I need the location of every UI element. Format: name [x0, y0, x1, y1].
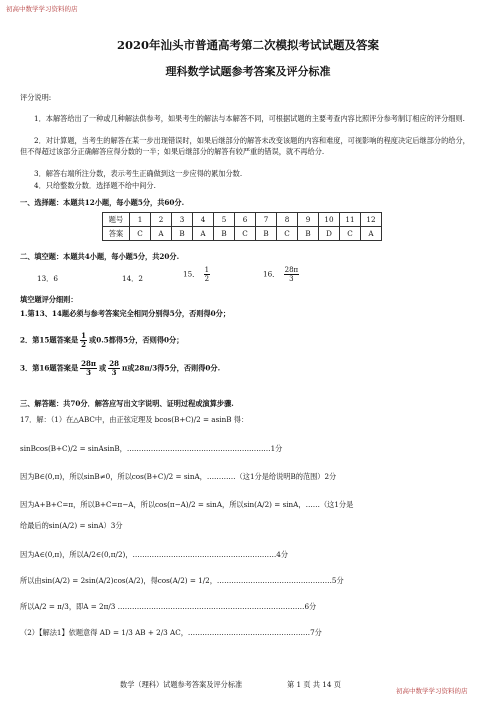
question-number: 10: [319, 213, 340, 227]
fraction-28pi-3: $\frac{28\pi}{3}$: [81, 359, 97, 377]
answer-cell: C: [340, 227, 361, 241]
answer-16-fraction: $\frac{28\pi}{3}$: [284, 266, 299, 283]
fill-detail-heading: 填空题评分细则：: [20, 295, 78, 304]
answer-cell: C: [130, 227, 151, 241]
question-number: 7: [256, 213, 277, 227]
question-number: 1: [130, 213, 151, 227]
solution-line-5: 因为A∈(0,π)，所以A/2∈(0,π/2)，……………………………………………………4分: [20, 550, 289, 559]
fill-rule-2: 2．第15题答案是 $\frac{1}{2}$ 或0.5都得5分，否则得0分；: [20, 331, 184, 349]
answer-cell: B: [256, 227, 277, 241]
answer-16: [263, 266, 301, 283]
question-number: 4: [193, 213, 214, 227]
solution-line-3: 因为A+B+C=π，所以B+C=π−A，所以cos(π−A)/2 = sinA，所以sin(A/2) = sinA，……（这1分是: [20, 500, 354, 509]
answer-cell: C: [235, 227, 256, 241]
question-row: [103, 213, 382, 227]
answer-header: 答案: [103, 227, 130, 241]
solution-line-6: 所以由sin(A/2) = 2sin(A/2)cos(A/2)，得cos(A/2) = 1/2，…………………………………………5分: [20, 576, 344, 585]
answer-13: 13．6: [37, 274, 58, 283]
note-4: 4．只给整数分数．选择题不给中间分.: [34, 181, 156, 190]
solution-line-8: （2）【解法1】依题意得 AD = 1/3 AB + 2/3 AC，……………………………………………7分: [20, 628, 322, 637]
question-number: 12: [361, 213, 382, 227]
notes-heading: 评分说明:: [20, 93, 52, 102]
answer-cell: B: [214, 227, 235, 241]
section2-heading: 二、填空题：本题共4小题，每小题5分，共20分.: [20, 252, 180, 261]
solution-line-7: 所以A/2 = π/3，即A = 2π/3 ……………………………………………………………………6分: [20, 602, 317, 611]
question-number: 9: [298, 213, 319, 227]
answer-15-fraction: $\frac{1}{2}$: [204, 266, 210, 283]
document-subtitle: 理科数学试题参考答案及评分标准: [165, 65, 331, 78]
fill-rule-1: 1.第13、14题必须与参考答案完全相同分别得5分，否则得0分；: [20, 309, 231, 318]
question-number: 8: [277, 213, 298, 227]
question-header: 题号: [103, 213, 130, 227]
question-number: 5: [214, 213, 235, 227]
question-number: 11: [340, 213, 361, 227]
answer-table: [102, 212, 382, 241]
note-3: 3．解答右端所注分数，表示考生正确做到这一步应得的累加分数.: [34, 169, 243, 178]
answer-16-label: 16．: [263, 269, 280, 279]
answer-14: 14．2: [122, 274, 143, 283]
answer-cell: A: [361, 227, 382, 241]
section1-heading: 一、选择题：本题共12小题，每小题5分，共60分.: [20, 198, 185, 207]
answer-15: [183, 266, 212, 283]
solution-line-2: 因为B∈(0,π)，所以sinB≠0，所以cos(B+C)/2 = sinA，…………（这1分是给说明B的范围）2分: [20, 472, 337, 481]
answer-15-label: 15．: [183, 269, 200, 279]
fill-rule-3: 3．第16题答案是 $\frac{28\pi}{3}$ 或 $\frac{28}{3}$ π或28π/3得5分，否则得0分.: [20, 359, 221, 377]
answer-cell: B: [172, 227, 193, 241]
answer-cell: B: [298, 227, 319, 241]
question-number: 3: [172, 213, 193, 227]
footer-page: 第 1 页 共 14 页: [287, 680, 341, 689]
watermark-bottom: 初高中数学学习资料的店: [396, 687, 468, 695]
q17-intro: 17．解：（1）在△ABC中，由正弦定理及 bcos(B+C)/2 = asinB 得：: [20, 415, 249, 424]
footer-subject: 数学（理科）试题参考答案及评分标准: [120, 680, 243, 689]
answer-cell: A: [193, 227, 214, 241]
note-2: 2．对计算题，当考生的解答在某一步出现错误时，如果后继部分的解答未改变该题的内容和难度，可视影响的程度决定后继部分的给分，但不得超过该部分正确解答应得分数的一半；如果后继部分的解答有较严重的错误，就不再给分.: [20, 136, 470, 156]
watermark-top: 初高中数学学习资料的店: [6, 5, 78, 13]
question-number: 2: [151, 213, 172, 227]
section3-heading: 三、解答题：共70分．解答应写出文字说明、证明过程或演算步骤.: [20, 399, 234, 408]
answer-cell: C: [277, 227, 298, 241]
note-1: 1．本解答给出了一种或几种解法供参考，如果考生的解法与本解答不同，可根据试题的主要考查内容比照评分参考制订相应的评分细则.: [34, 114, 465, 123]
solution-line-1: sinBcos(B+C)/2 = sinAsinB，……………………………………………………1分: [20, 444, 283, 453]
answer-cell: A: [151, 227, 172, 241]
document-title: 2020年汕头市普通高考第二次模拟考试试题及答案: [116, 38, 379, 52]
fraction-28-3: $\frac{28}{3}$: [109, 359, 119, 377]
question-number: 6: [235, 213, 256, 227]
answer-cell: D: [319, 227, 340, 241]
solution-line-4: 给最后的sin(A/2) = sinA）3分: [20, 521, 123, 530]
answer-row: [103, 227, 382, 241]
fraction-one-half: $\frac{1}{2}$: [81, 331, 87, 349]
